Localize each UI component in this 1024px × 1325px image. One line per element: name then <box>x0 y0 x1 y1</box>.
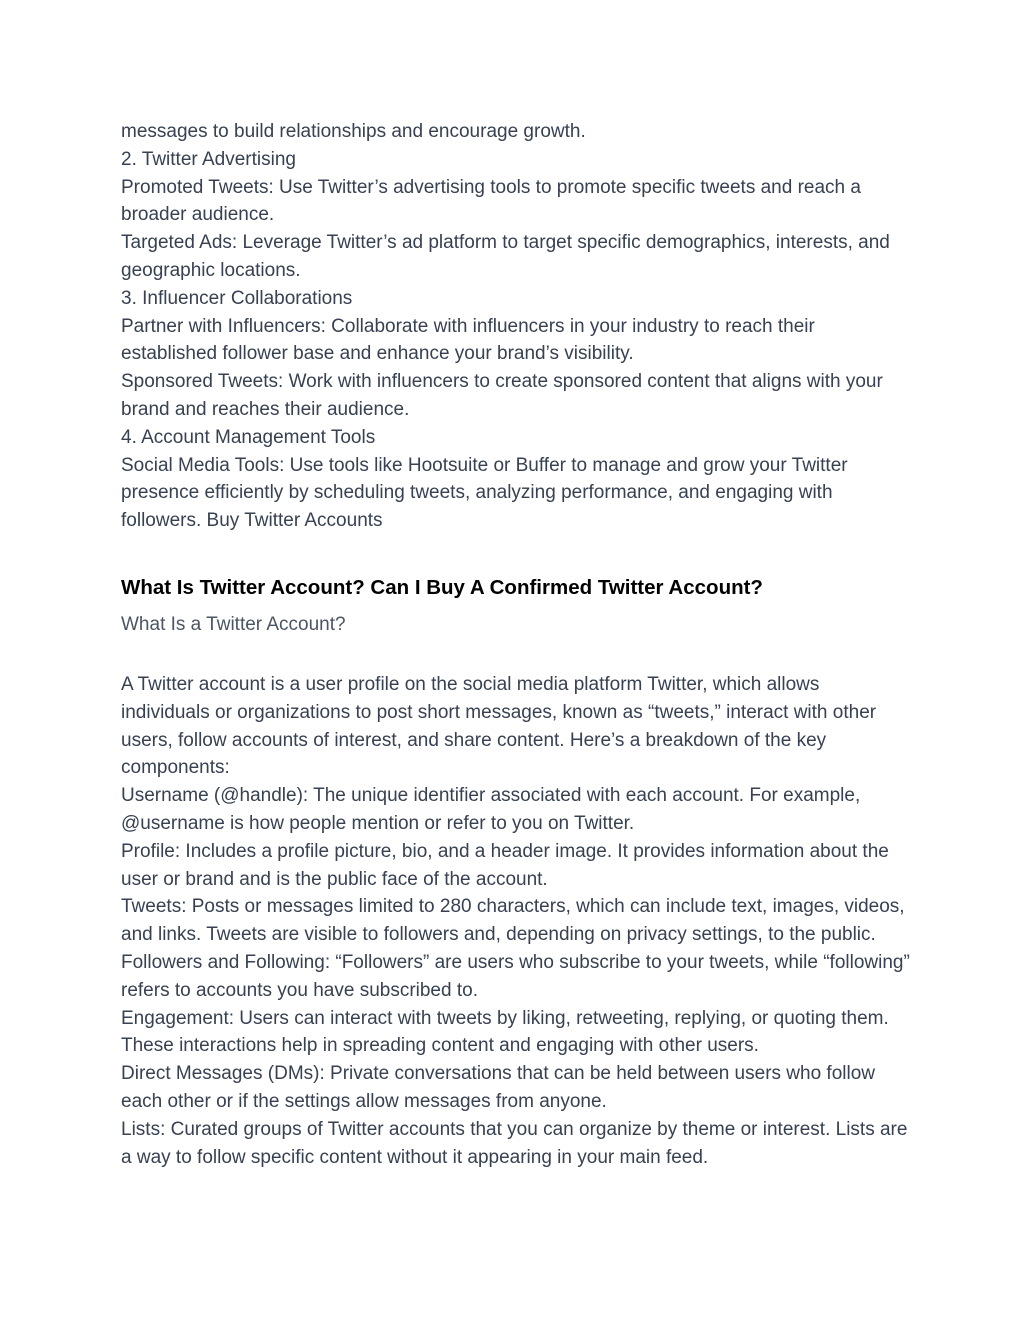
paragraph-followers: Followers and Following: “Followers” are users who subscribe to your tweets, while “following” refers to accounts you have subscribed to. <box>121 951 910 1001</box>
paragraph-tweets: Tweets: Posts or messages limited to 280 characters, which can include text, images, videos, and links. Tweets are visible to followers and, depending on privacy settings, to the public. <box>121 896 905 946</box>
paragraph-line: messages to build relationships and encourage growth. <box>121 121 586 142</box>
paragraph-profile: Profile: Includes a profile picture, bio, and a header image. It provides information about the user or brand and is the public face of the account. <box>121 840 889 890</box>
paragraph-intro: A Twitter account is a user profile on the social media platform Twitter, which allows individuals or organizations to post short messages, known as “tweets,” interact with other users, follow accounts of interest, and share content. Here’s a breakdown of the key components: <box>121 673 877 779</box>
section-continuation <box>121 118 911 535</box>
paragraph-username: Username (@handle): The unique identifier associated with each account. For example, @username is how people mention or refer to you on Twitter. <box>121 785 861 834</box>
section-subheading: What Is a Twitter Account? <box>121 613 346 635</box>
paragraph-sponsored-tweets: Sponsored Tweets: Work with influencers to create sponsored content that aligns with your brand and reaches their audience. <box>121 371 883 420</box>
document-page <box>121 118 911 1171</box>
paragraph-promoted-tweets: Promoted Tweets: Use Twitter’s advertising tools to promote specific tweets and reach a broader audience. <box>121 176 861 226</box>
paragraph-partner-with-influencers: Partner with Influencers: Collaborate with influencers in your industry to reach their established follower base and enhance your brand’s visibility. <box>121 315 815 365</box>
paragraph-engagement: Engagement: Users can interact with tweets by liking, retweeting, replying, or quoting them. These interactions help in spreading content and engaging with other users. <box>121 1007 889 1057</box>
list-heading-account-management-tools: 4. Account Management Tools <box>121 426 376 448</box>
list-heading-influencer-collaborations: 3. Influencer Collaborations <box>121 287 353 309</box>
paragraph-social-media-tools: Social Media Tools: Use tools like Hootsuite or Buffer to manage and grow your Twitter presence efficiently by scheduling tweets, analyzing performance, and engaging with followers. Buy Twitter Accounts <box>121 454 848 532</box>
section-body <box>121 671 911 1171</box>
paragraph-targeted-ads: Targeted Ads: Leverage Twitter’s ad platform to target specific demographics, interests, and geographic locations. <box>121 232 890 281</box>
section-heading: What Is Twitter Account? Can I Buy A Confirmed Twitter Account? <box>121 575 763 599</box>
paragraph-direct-messages: Direct Messages (DMs): Private conversations that can be held between users who follow each other or if the settings allow messages from anyone. <box>121 1063 876 1112</box>
list-heading-twitter-advertising: 2. Twitter Advertising <box>121 148 296 170</box>
paragraph-lists: Lists: Curated groups of Twitter accounts that you can organize by theme or interest. Lists are a way to follow specific content without it appearing in your main feed. <box>121 1118 908 1168</box>
